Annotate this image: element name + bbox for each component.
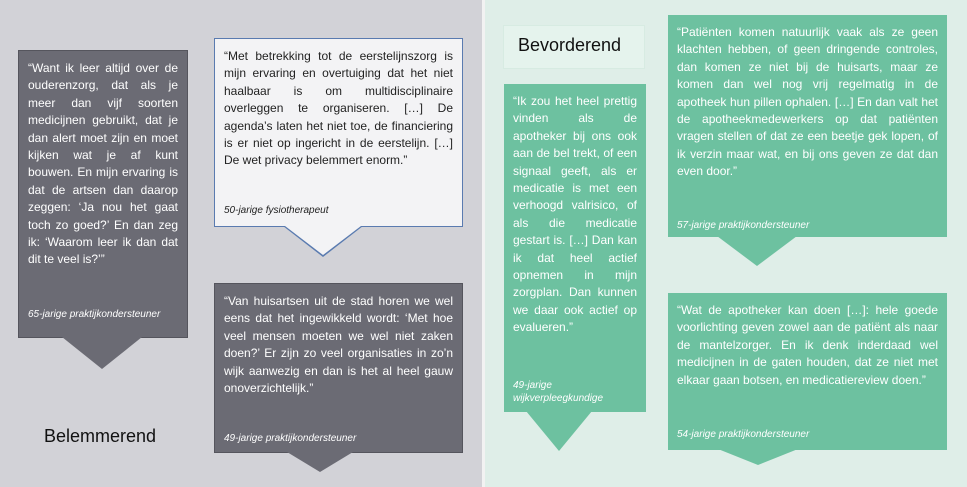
quote-bubble-2 [214, 38, 463, 227]
quote-attribution: 50-jarige fysiotherapeut [224, 205, 329, 216]
quote-bubble-4 [504, 84, 646, 412]
quote-bubble-2-tail [285, 226, 361, 255]
quote-text: “Wat de apotheker kan doen […]: hele goede voorlichting geven zowel aan de patiënt als naar de mantelzorger. En ik denk inderdaad wel medicijnen in de gaten houden, dat ze niet met elkaar gaan botsen, en medicatiereview doen.” [677, 303, 938, 387]
quote-bubble-5-tail [717, 236, 797, 266]
quote-attribution: 49-jarige praktijkondersteuner [224, 433, 357, 444]
belemmerend-heading: Belemmerend [44, 426, 157, 446]
quote-text: “Van huisartsen uit de stad horen we wel eens dat het ingewikkeld wordt: ‘Met hoe veel mensen moeten we wel niet zaken doen?’ Er zijn zo veel organisaties in zo’n wijk aanwezig en dan is het al heel gauw onoverzichtelijk.” [224, 294, 453, 396]
quote-bubble-1 [18, 50, 188, 338]
quote-attribution: 65-jarige praktijkondersteuner [28, 309, 161, 320]
quote-bubble-3 [214, 283, 463, 453]
quote-bubble-6-tail [718, 449, 798, 465]
bevorderend-heading: Bevorderend [518, 35, 622, 55]
quote-bubble-1-tail [62, 337, 142, 369]
quote-bubble-4-tail [526, 411, 592, 451]
quote-attribution: 57-jarige praktijkondersteuner [677, 220, 810, 231]
quote-bubble-3-tail [287, 452, 353, 472]
quote-attribution: 49-jarige wijkverpleegkundige [513, 380, 604, 404]
quote-text: “Want ik leer altijd over de ouderenzorg, dat als je meer dan vijf soorten medicijnen gebruikt, dat je dan alert moet zijn en moet kijken wat je af kunt bouwen. En mijn ervaring is dat de artsen dan daarop zeggen: ‘Ja nou het gaat toch zo goed?’ En dan zeg ik: ‘Waarom leer ik dan dat dit te veel is?’” [28, 61, 178, 267]
quote-attribution: 54-jarige praktijkondersteuner [677, 429, 810, 440]
quote-text: “Ik zou het heel prettig vinden als de apotheker bij ons ook aan de bel trekt, of een signaal geeft, als er medicatie is met een verhoogd valrisico, of als die medicatie gestart is. […] Dan kan ik dat heel actief opnemen in mijn zorgplan. Dan kunnen we daar ook actief op evalueren.” [513, 94, 637, 335]
quote-text: “Patiënten komen natuurlijk vaak als ze geen klachten hebben, of geen dringende controles, dan komen ze niet bij de huisarts, maar ze komen dan wel nog vrij regelmatig in de apotheek hun pillen ophalen. […] En dan valt het de apotheekmedewerkers op dat patiënten vragen stellen of dat ze een beetje gek lopen, of ik verzin maar wat, en bij ons geven ze dat dan even door.” [677, 25, 938, 179]
quote-text: “Met betrekking tot de eerstelijnszorg is mijn ervaring en overtuiging dat het niet haalbaar is om multidisciplinaire overleggen te organiseren. […] De agenda’s laten het niet toe, de financiering is er niet op ingericht in de eerstelijn. […] De wet privacy belemmert enorm.” [224, 49, 453, 168]
quote-bubble-5 [668, 15, 947, 237]
quote-bubble-6 [668, 293, 947, 450]
